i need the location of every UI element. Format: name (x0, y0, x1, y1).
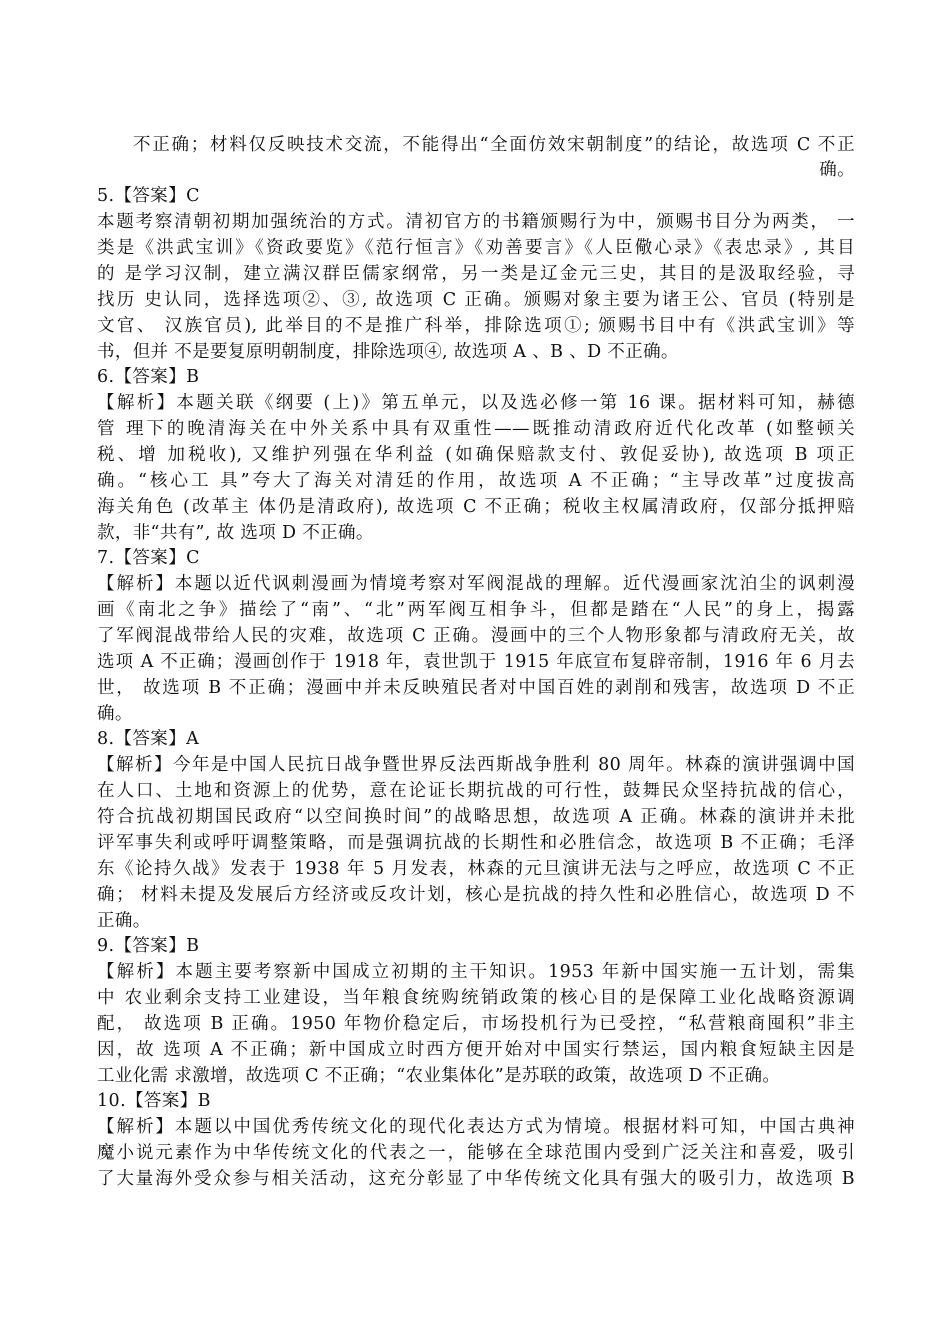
text-line: 工业化需 求激增，故选项 C 不正确；“农业集体化”是苏联的政策，故选项 D 不正确。 (97, 1066, 781, 1086)
text-line: 【解析】本题主要考察新中国成立初期的主干知识。1953 年新中国实施一五计划，需集 (97, 962, 855, 982)
text-line: 的 是学习汉制，建立满汉群臣儒家纲常，另一类是辽金元三史，其目的是汲取经验，寻 (97, 264, 855, 284)
text-line: 配， 故选项 B 正确。1950 年物价稳定后，市场投机行为已受控，“私营粮商囤积”非主 (97, 1014, 855, 1034)
text-line: 海关角色 (改革主 体仍是清政府), 故选项 C 不正确；税收主权属清政府，仅部分抵押赔 (97, 497, 855, 517)
text-line: 税、增 加税收), 又维护列强在华利益 (如确保赔款支付、敦促妥协), 故选项 B 项正 (97, 445, 855, 465)
text-line: 类是《洪武宝训》《资政要览》《范行恒言》《劝善要言》《人臣儆心录》《表忠录》, 其目 (97, 238, 855, 258)
text-line: 确。“核心工 具”夸大了海关对清廷的作用，故选项 A 不正确；“主导改革”过度拔高 (97, 471, 855, 491)
text-line: 了大量海外受众参与相关活动，这充分彰显了中华传统文化具有强大的吸引力，故选项 B (97, 1169, 855, 1189)
text-line: 东《论持久战》发表于 1938 年 5 月发表，林森的元旦演讲无法与之呼应，故选项 C 不正 (97, 859, 855, 879)
text-line: 管 理下的晚清海关在中外关系中具有双重性——既推动清政府近代化改革 (如整顿关 (97, 419, 855, 439)
text-line: 款，非“共有”, 故 选项 D 不正确。 (97, 523, 374, 543)
text-line: 在人口、土地和资源上的优势，意在论证长期抗战的可行性，鼓舞民众坚持抗战的信心， (97, 781, 855, 801)
text-line: 正确。 (97, 911, 151, 931)
answer-heading: 7.【答案】C (97, 548, 200, 568)
text-line: 文官、 汉族官员), 此举目的不是推广科举，排除选项①; 颁赐书目中有《洪武宝训》等 (97, 316, 855, 336)
text-line: 符合抗战初期国民政府“以空间换时间”的战略思想，故选项 A 正确。林森的演讲并未批 (97, 807, 855, 827)
text-line: 【解析】本题关联《纲要 (上)》第五单元，以及选必修一第 16 课。据材料可知，赫德 (97, 393, 855, 413)
text-line: 【解析】本题以中国优秀传统文化的现代化表达方式为情境。根据材料可知，中国古典神 (97, 1117, 855, 1137)
text-line: 【解析】本题以近代讽刺漫画为情境考察对军阀混战的理解。近代漫画家沈泊尘的讽刺漫 (97, 574, 855, 594)
answer-heading: 5.【答案】C (97, 186, 200, 206)
text-line: 魔小说元素作为中华传统文化的代表之一，能够在全球范围内受到广泛关注和喜爱，吸引 (97, 1143, 855, 1163)
text-line: 画《南北之争》描绘了“南”、“北”两军阀互相争斗，但都是踏在“人民”的身上，揭露 (97, 600, 855, 620)
text-line: 因，故 选项 A 不正确；新中国成立时西方便开始对中国实行禁运，国内粮食短缺主因是 (97, 1040, 855, 1060)
text-line: 世， 故选项 B 不正确；漫画中并未反映殖民者对中国百姓的剥削和残害，故选项 D 不正 (97, 678, 855, 698)
text-line: 确。 (97, 704, 133, 724)
text-line: 确； 材料未提及发展后方经济或反攻计划，核心是抗战的持久性和必胜信心，故选项 D 不 (97, 885, 855, 905)
text-line: 【解析】今年是中国人民抗日战争暨世界反法西斯战争胜利 80 周年。林森的演讲强调中国 (97, 755, 855, 775)
text-line: 中 农业剩余支持工业建设，当年粮食统购统销政策的核心目的是保障工业化战略资源调 (97, 988, 855, 1008)
text-line: 评军事失利或呼吁调整策略，而是强调抗战的长期性和必胜信念，故选项 B 不正确；毛泽 (97, 833, 855, 853)
text-line: 书，但并 不是要复原明朝制度，排除选项④, 故选项 A 、B 、D 不正确。 (97, 342, 679, 362)
answer-heading: 9.【答案】B (97, 936, 200, 956)
text-line: 本题考察清朝初期加强统治的方式。清初官方的书籍颁赐行为中，颁赐书目分为两类， 一 (97, 212, 855, 232)
text-line: 找历 史认同，选择选项②、③, 故选项 C 正确。颁赐对象主要为诸王公、官员 (特别是 (97, 290, 855, 310)
text-line: 选项 A 不正确；漫画创作于 1918 年，袁世凯于 1915 年底宣布复辟帝制，1916 年 6 月去 (97, 652, 855, 672)
text-line: 不正确；材料仅反映技术交流，不能得出“全面仿效宋朝制度”的结论，故选项 C 不正 (133, 135, 855, 155)
text-line: 了军阀混战带给人民的灾难，故选项 C 正确。漫画中的三个人物形象都与清政府无关，故 (97, 626, 855, 646)
text-line: 确。 (819, 160, 855, 180)
answer-heading: 8.【答案】A (97, 729, 200, 749)
answer-heading: 6.【答案】B (97, 367, 200, 387)
answer-heading: 10.【答案】B (97, 1091, 211, 1111)
